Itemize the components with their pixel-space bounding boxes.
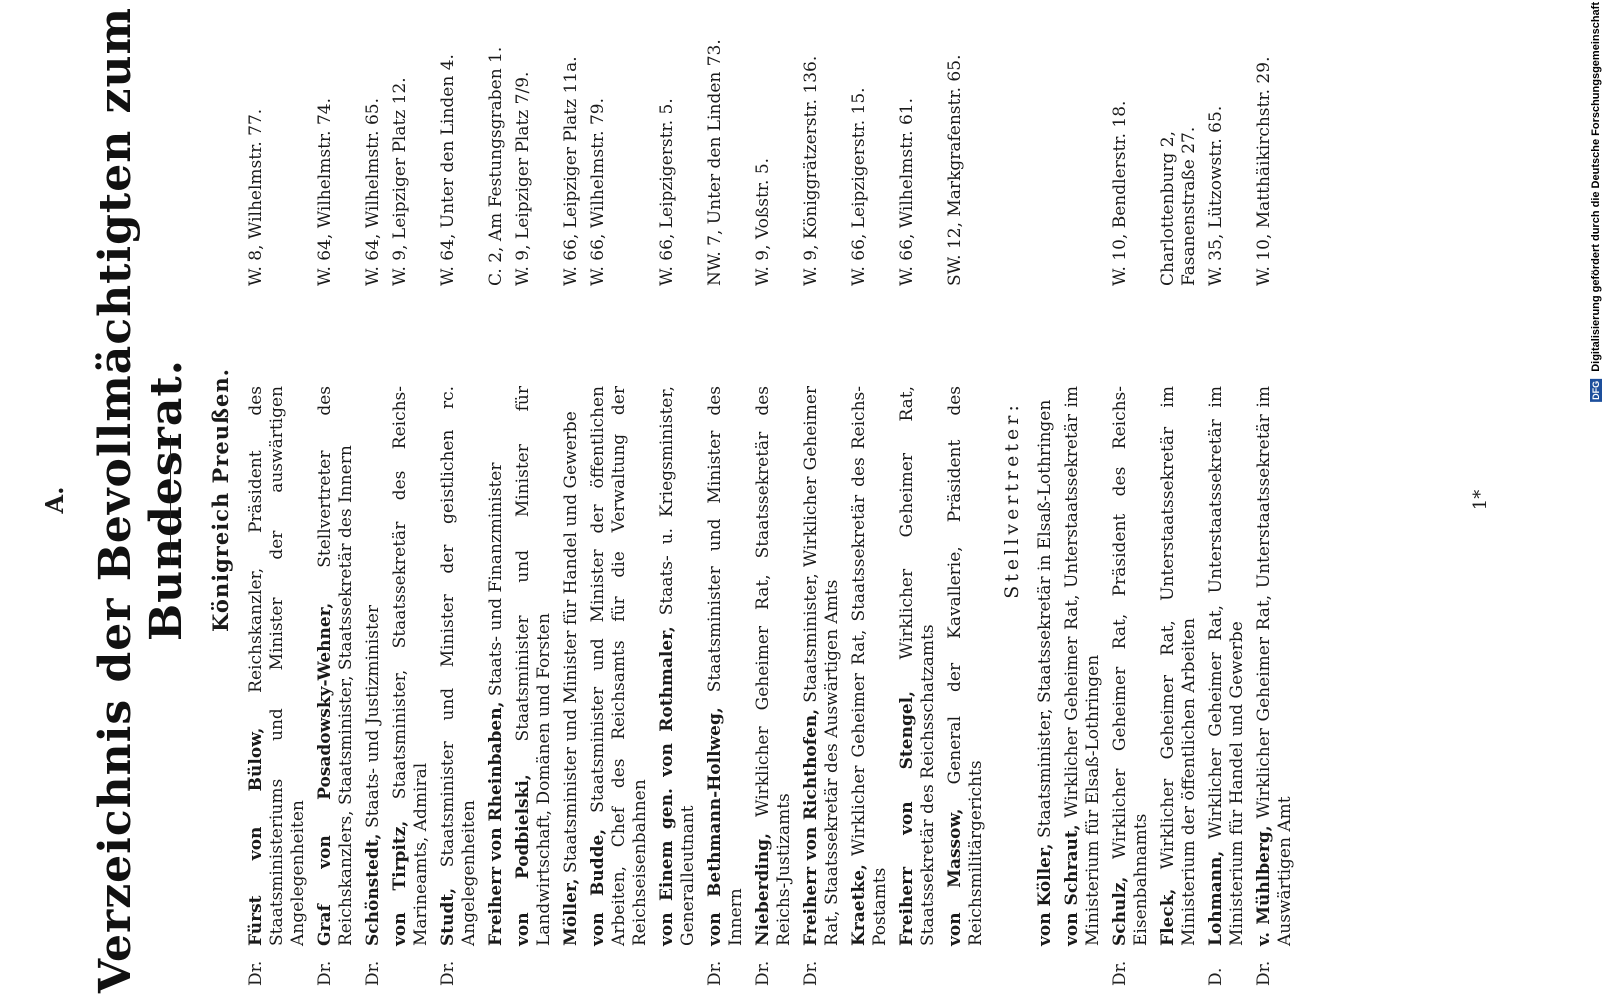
member-entry [315, 14, 357, 986]
entry-description [1206, 386, 1248, 946]
member-entry [246, 14, 309, 986]
entry-description [801, 386, 843, 946]
entry-name: Möller, [561, 878, 581, 946]
entry-title-text: Wirklicher Geheimer Rat, Unterstaatssekretär im Ministerium der öffentlichen Arbeiten [1158, 386, 1199, 946]
member-entry [438, 14, 480, 986]
entry-name: Fürst von Bülow, [246, 727, 266, 946]
deputy-entry [1158, 14, 1200, 986]
page-number: 1* [1470, 489, 1491, 511]
member-entry [801, 14, 843, 986]
entry-address: C. 2, Am Festungsgraben 1. [486, 46, 506, 286]
member-entry [945, 14, 987, 986]
entry-title-text: Wirklicher Geheimer Rat, Staatssekretär des Reichs-Postamts [849, 386, 890, 946]
deputy-entry [1062, 14, 1104, 986]
entry-address: W. 10, Matthäikirchstr. 29. [1254, 56, 1274, 286]
entry-name: Graf von Posadowsky-Wehner, [315, 602, 335, 946]
document-title: Verzeichnis der Bevollmächtigten zum Bundesrat. [90, 6, 192, 994]
entry-name: Schönstedt, [363, 833, 383, 946]
entry-name: Freiherr von Rheinbaben, [486, 701, 506, 946]
entry-title-text: Wirklicher Geheimer Rat, Unterstaatssekretär im Ministerium für Handel und Gewerbe [1206, 386, 1247, 946]
entry-title-text: Stellvertreter des Reichskanzlers, Staatsminister, Staatssekretär des Innern [315, 385, 356, 946]
entry-description [390, 386, 432, 946]
entry-address: W. 9, Leipziger Platz 7/9. [513, 71, 533, 286]
member-entry [513, 14, 555, 986]
entry-prefix: Dr. [705, 960, 725, 986]
entry-description [588, 386, 651, 946]
member-entry [486, 14, 507, 986]
dfg-logo: DFG [1591, 380, 1601, 400]
member-entry [561, 14, 582, 986]
deputy-entry [1254, 14, 1296, 986]
digitization-text: Digitalisierung gefördert durch die Deutsche Forschungsgemeinschaft [1590, 2, 1602, 372]
entry-name: von Bethmann-Hollweg, [705, 707, 725, 946]
entry-description [1035, 386, 1056, 946]
entry-description [363, 386, 384, 946]
entry-address: W. 64, Unter den Linden 4. [438, 54, 458, 286]
entry-prefix: Dr. [801, 960, 821, 986]
entry-prefix: Dr. [315, 960, 335, 986]
entry-title-text: Staats- und Justizminister [363, 604, 383, 828]
entry-description [561, 386, 582, 946]
entry-address: W. 10, Bendlerstr. 18. [1110, 100, 1130, 286]
entry-description [1254, 386, 1296, 946]
entry-title-text: Staatsminister und Minister des Innern [705, 385, 746, 946]
entry-description [315, 386, 357, 946]
member-entry [363, 14, 384, 986]
entry-address: W. 66, Wilhelmstr. 61. [897, 97, 917, 286]
entry-address: W. 35, Lützowstr. 65. [1206, 105, 1226, 286]
entry-address: W. 66, Leipzigerstr. 5. [657, 98, 677, 286]
entry-title-text: General der Kavallerie, Präsident des Reichsmilitärgerichts [945, 386, 986, 946]
entry-title-text: Staats- und Finanzminister [486, 462, 506, 697]
entry-prefix: Dr. [246, 960, 266, 986]
entry-prefix: D. [1206, 967, 1226, 986]
entry-description [705, 386, 747, 946]
entry-title-text: Staatsminister, Wirklicher Geheimer Rat, Staatssekretär des Auswärtigen Amts [801, 385, 842, 946]
entry-address: W. 9, Königgrätzerstr. 136. [801, 55, 821, 286]
entry-name: Freiherr von Stengel, [897, 690, 917, 946]
entry-address: W. 66, Wilhelmstr. 79. [588, 97, 608, 286]
entry-name: Schulz, [1110, 876, 1130, 946]
entry-address: W. 66, Leipziger Platz 11a. [561, 56, 581, 286]
entry-prefix: Dr. [1110, 960, 1130, 986]
entry-name: Lohmann, [1206, 850, 1226, 946]
entry-name: von Tirpitz, [390, 820, 410, 946]
member-entry [897, 14, 939, 986]
plenipotentiaries-list [246, 0, 1302, 1000]
entry-prefix: Dr. [753, 960, 773, 986]
entry-address: W. 64, Wilhelmstr. 74. [315, 97, 335, 286]
entry-title-text: Reichskanzler, Präsident des Staatsministeriums und Minister der auswärtigen Angelegenheiten [246, 385, 308, 946]
title-divider [170, 435, 171, 565]
member-entry [753, 14, 795, 986]
entry-name: von Schraut, [1062, 824, 1082, 946]
entry-name: Studt, [438, 887, 458, 946]
member-entry [588, 14, 651, 986]
entry-address: W. 64, Wilhelmstr. 65. [363, 97, 383, 286]
entry-description [438, 386, 480, 946]
entry-address: W. 9, Voßstr. 5. [753, 157, 773, 286]
entry-address: NW. 7, Unter den Linden 73. [705, 39, 725, 286]
member-entry [390, 14, 432, 986]
entry-address: SW. 12, Markgrafenstr. 65. [945, 54, 965, 286]
entry-title-text: Wirklicher Geheimer Rat, Unterstaatssekretär im Ministerium für Elsaß-Lothringen [1062, 386, 1103, 946]
deputy-entry [1035, 14, 1056, 986]
entry-description [246, 386, 309, 946]
entry-name: Fleck, [1158, 888, 1178, 946]
member-entry [705, 14, 747, 986]
entry-title-text: Staatsminister und Minister der öffentlichen Arbeiten, Chef des Reichsamts für die Verwaltung der Reichseisenbahnen [588, 385, 650, 946]
entry-address: Charlottenburg 2, Fasanenstraße 27. [1158, 126, 1199, 286]
deputies-heading: Stellvertreter: [1001, 401, 1023, 599]
entry-title-text: Staatsminister und Minister der geistlichen rc. Angelegenheiten [438, 385, 479, 946]
entry-description [513, 386, 555, 946]
deputy-entry [1110, 14, 1152, 986]
entry-title-text: Wirklicher Geheimer Rat, Präsident des Reichs-Eisenbahnamts [1110, 385, 1151, 946]
entry-description [1110, 386, 1152, 946]
entry-prefix: Dr. [363, 960, 383, 986]
entry-title-text: Wirklicher Geheimer Rat, Staatssekretär des Reichsschatzamts [897, 385, 938, 946]
entry-description [657, 386, 699, 946]
entry-description [486, 386, 507, 946]
entry-title-text: Staats- u. Kriegsminister, Generalleutnant [657, 385, 698, 946]
entry-prefix: Dr. [438, 960, 458, 986]
entry-name: von Podbielski, [513, 774, 533, 946]
section-letter: A. [40, 486, 69, 514]
member-entry [849, 14, 891, 986]
deputy-entry [1206, 14, 1248, 986]
entry-name: von Massow, [945, 808, 965, 946]
entry-description [753, 386, 795, 946]
entry-title-text: Wirklicher Geheimer Rat, Staatssekretär des Reichs-Justizamts [753, 386, 794, 946]
entry-description [849, 386, 891, 946]
entry-description [897, 386, 939, 946]
entry-title-text: Staatsminister und Minister für Handel und Gewerbe [561, 411, 581, 874]
entry-title-text: Staatsminister, Staatssekretär in Elsaß-Lothringen [1035, 399, 1055, 838]
entry-title-text: Wirklicher Geheimer Rat, Unterstaatssekretär im Auswärtigen Amt [1254, 386, 1295, 946]
entry-name: von Köller, [1035, 843, 1055, 946]
entry-name: von Budde, [588, 828, 608, 946]
entry-name: v. Mühlberg, [1254, 825, 1274, 946]
entry-prefix: Dr. [1254, 960, 1274, 986]
entry-description [945, 386, 987, 946]
state-heading: Königreich Preußen. [208, 368, 233, 632]
entry-title-text: Staatsminister, Staatssekretär des Reichs-Marineamts, Admiral [390, 385, 431, 946]
entry-address: W. 8, Wilhelmstr. 77. [246, 108, 266, 286]
entry-name: Nieberding, [753, 833, 773, 946]
entry-name: von Einem gen. von Rothmaler, [657, 626, 677, 946]
entry-name: Kraetke, [849, 864, 869, 946]
entry-description [1062, 386, 1104, 946]
entry-address: W. 66, Leipzigerstr. 15. [849, 87, 869, 286]
entry-address: W. 9, Leipziger Platz 12. [390, 77, 410, 286]
member-entry [657, 14, 699, 986]
entry-name: Freiherr von Richthofen, [801, 708, 821, 946]
digitization-note [1590, 2, 1602, 402]
entry-description [1158, 386, 1200, 946]
entry-title-text: Staatsminister und Minister für Landwirtschaft, Domänen und Forsten [513, 386, 554, 946]
